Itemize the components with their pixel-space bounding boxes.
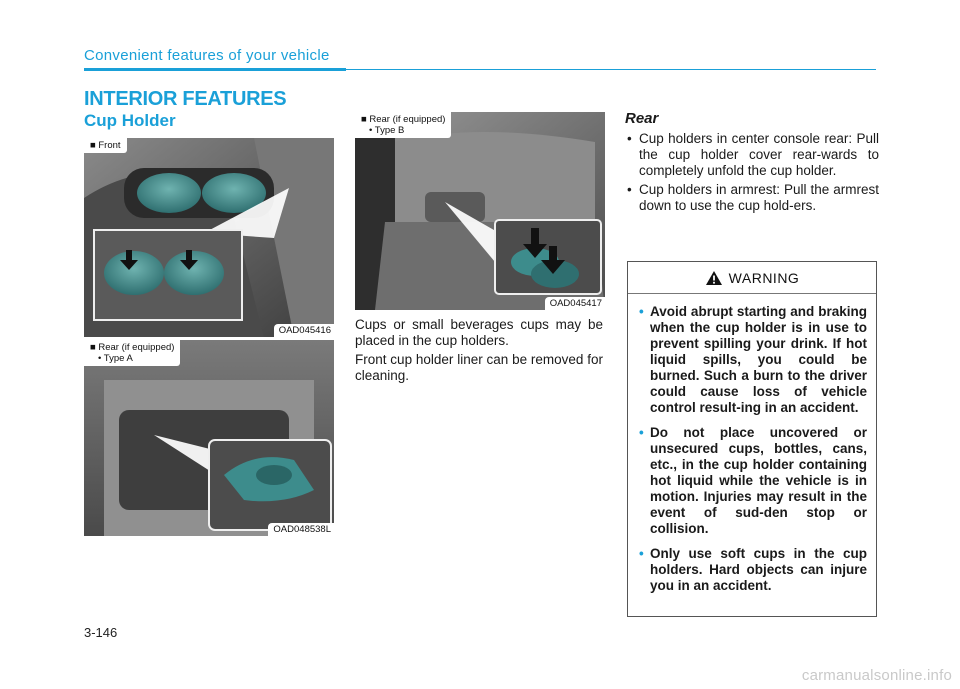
list-item: • Avoid abrupt starting and braking when the cup holder is in use to prevent spilling your drink. If hot liquid spills, you could be burned. Such a burn to the driver could cause loss of vehicle control result-ing in an accident.: [639, 304, 867, 416]
front-cupholder-photo: [84, 138, 334, 337]
body-paragraph-1: Cups or small beverages cups may be placed in the cup holders.: [355, 317, 603, 348]
rear-type-b-label: ■ Rear (if equipped) • Type B: [355, 112, 451, 138]
warning-list: [628, 294, 876, 594]
rear-type-a-label: ■ Rear (if equipped) • Type A: [84, 340, 180, 366]
list-item: • Only use soft cups in the cup holders. Hard objects can injure you in an accident.: [639, 546, 867, 594]
front-figure-code: OAD045416: [274, 324, 334, 337]
rear-heading: Rear: [625, 110, 659, 127]
list-item: • Cup holders in armrest: Pull the armrest down to use the cup hold-ers.: [625, 182, 879, 214]
list-item: • Cup holders in center console rear: Pull the cup holder cover rear-wards to completely unfold the cup holder.: [625, 131, 879, 179]
subsection-title: Cup Holder: [84, 111, 176, 130]
warning-header: [628, 262, 876, 294]
front-figure-label: ■ Front: [84, 138, 127, 153]
warning-title: WARNING: [728, 269, 800, 286]
header-accent-bar: [84, 68, 346, 71]
watermark-text: carmanualsonline.info: [801, 667, 952, 684]
page-number: 3-146: [84, 625, 118, 640]
header-rule: [346, 69, 876, 70]
rear-type-a-photo: [84, 340, 334, 536]
rear-type-a-illustration: [84, 340, 334, 536]
rear-type-b-illustration: [355, 112, 605, 310]
rear-type-b-photo: [355, 112, 605, 310]
rear-bullet-list: [625, 131, 879, 217]
header-section-label: Convenient features of your vehicle: [84, 47, 330, 64]
rear-type-a-code: OAD048538L: [268, 523, 334, 536]
list-item: • Do not place uncovered or unsecured cups, bottles, cans, etc., in the cup holder containing hot liquid while the vehicle is in motion. Injuries may result in the event of sud-den stop or collision.: [639, 425, 867, 537]
body-paragraph-2: Front cup holder liner can be removed for cleaning.: [355, 352, 603, 383]
warning-triangle-icon: [705, 270, 723, 286]
front-cupholder-illustration: [84, 138, 334, 337]
rear-type-b-code: OAD045417: [545, 297, 605, 310]
warning-box: [627, 261, 877, 617]
section-title: INTERIOR FEATURES: [84, 88, 287, 110]
